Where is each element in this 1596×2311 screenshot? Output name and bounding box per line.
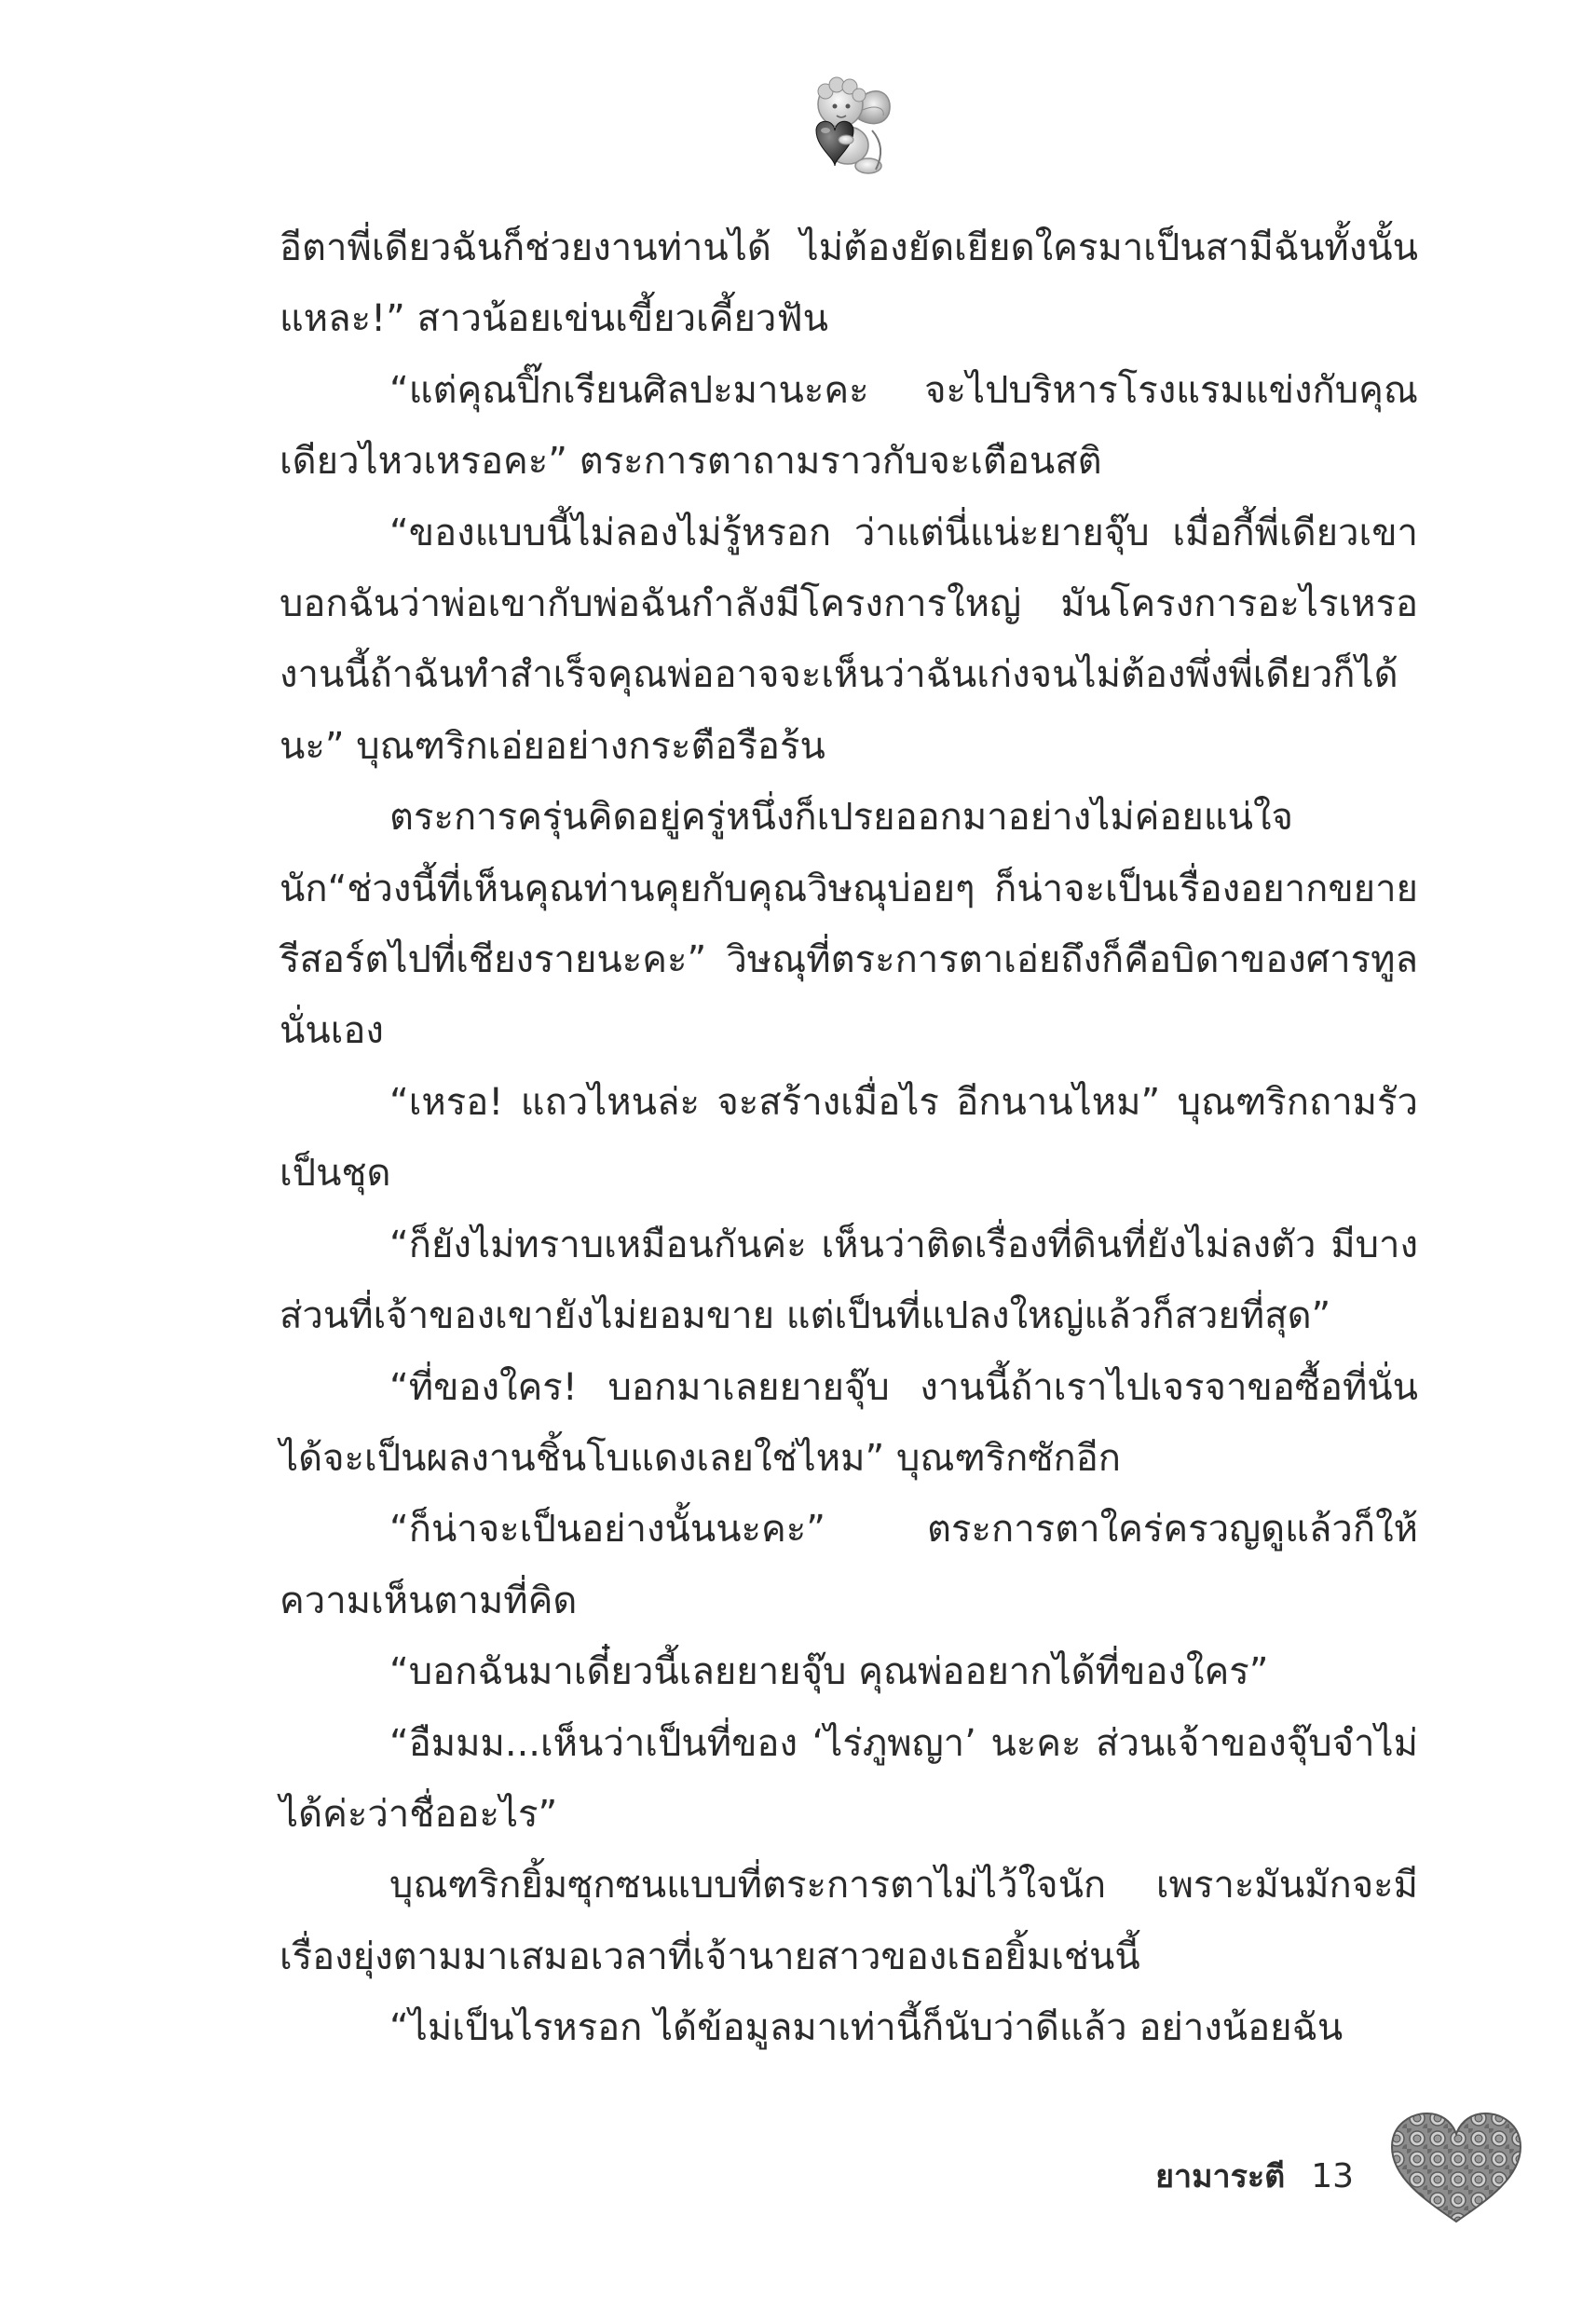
- cupid-with-heart-icon: [779, 73, 900, 185]
- paragraph: ตระการครุ่นคิดอยู่ครู่หนึ่งก็เปรยออกมาอย่างไม่ค่อยแน่ใจนัก“ช่วงนี้ที่เห็นคุณท่านคุยกับคุณวิษณุบ่อยๆ ก็น่าจะเป็นเรื่องอยากขยายรีสอร์ตไปที่เชียงรายนะคะ” วิษณุที่ตระการตาเอ่ยถึงก็คือบิดาของศารทูลนั่นเอง: [280, 796, 1418, 1053]
- paragraph: อีตาพี่เดียวฉันก็ช่วยงานท่านได้ ไม่ต้องยัดเยียดใครมาเป็นสามีฉันทั้งนั้นแหละ!” สาวน้อยเข่นเขี้ยวเคี้ยวฟัน: [280, 226, 1418, 341]
- page-footer: [1155, 2148, 1354, 2204]
- paragraph: “อืมมม...เห็นว่าเป็นที่ของ ‘ไร่ภูพญา’ นะคะ ส่วนเจ้าของจุ๊บจำไม่ได้ค่ะว่าชื่ออะไร”: [280, 1721, 1418, 1836]
- paragraph: “ของแบบนี้ไม่ลองไม่รู้หรอก ว่าแต่นี่แน่ะยายจุ๊บ เมื่อกี้พี่เดียวเขาบอกฉันว่าพ่อเขากับพ่อฉันกำลังมีโครงการใหญ่ มันโครงการอะไรเหรอ งานนี้ถ้าฉันทำสำเร็จคุณพ่ออาจจะเห็นว่าฉันเก่งจนไม่ต้องพึ่งพี่เดียวก็ได้นะ” บุณฑริกเอ่ยอย่างกระตือรือร้น: [280, 511, 1418, 768]
- body-text: [280, 212, 1418, 2064]
- page-number: 13: [1311, 2156, 1354, 2195]
- paragraph: “บอกฉันมาเดี๋ยวนี้เลยยายจุ๊บ คุณพ่ออยากได้ที่ของใคร”: [389, 1650, 1269, 1694]
- paragraph: “ก็น่าจะเป็นอย่างนั้นนะคะ” ตระการตาใคร่ครวญดูแล้วก็ให้ความเห็นตามที่คิด: [280, 1508, 1418, 1622]
- paragraph: “แต่คุณปิ๊กเรียนศิลปะมานะคะ จะไปบริหารโรงแรมแข่งกับคุณเดียวไหวเหรอคะ” ตระการตาถามราวกับจะเตือนสติ: [280, 368, 1418, 484]
- paragraph: “ที่ของใคร! บอกมาเลยยายจุ๊บ งานนี้ถ้าเราไปเจรจาขอซื้อที่นั่นได้จะเป็นผลงานชิ้นโบแดงเลยใช่ไหม” บุณฑริกซักอีก: [280, 1365, 1418, 1480]
- paragraph: “เหรอ! แถวไหนล่ะ จะสร้างเมื่อไร อีกนานไหม” บุณฑริกถามรัวเป็นชุด: [280, 1080, 1418, 1196]
- paragraph: บุณฑริกยิ้มซุกซนแบบที่ตระการตาไม่ไว้ใจนัก เพราะมันมักจะมีเรื่องยุ่งตามมาเสมอเวลาที่เจ้านายสาวของเธอยิ้มเช่นนี้: [280, 1864, 1418, 1978]
- rose-heart-icon: [1386, 2108, 1526, 2229]
- paragraph: “ก็ยังไม่ทราบเหมือนกันค่ะ เห็นว่าติดเรื่องที่ดินที่ยังไม่ลงตัว มีบางส่วนที่เจ้าของเขายังไม่ยอมขาย แต่เป็นที่แปลงใหญ่แล้วก็สวยที่สุด”: [280, 1223, 1418, 1338]
- book-title: ยามาระตี: [1155, 2158, 1286, 2195]
- paragraph: “ไม่เป็นไรหรอก ได้ข้อมูลมาเท่านี้ก็นับว่าดีแล้ว อย่างน้อยฉัน: [389, 2006, 1344, 2050]
